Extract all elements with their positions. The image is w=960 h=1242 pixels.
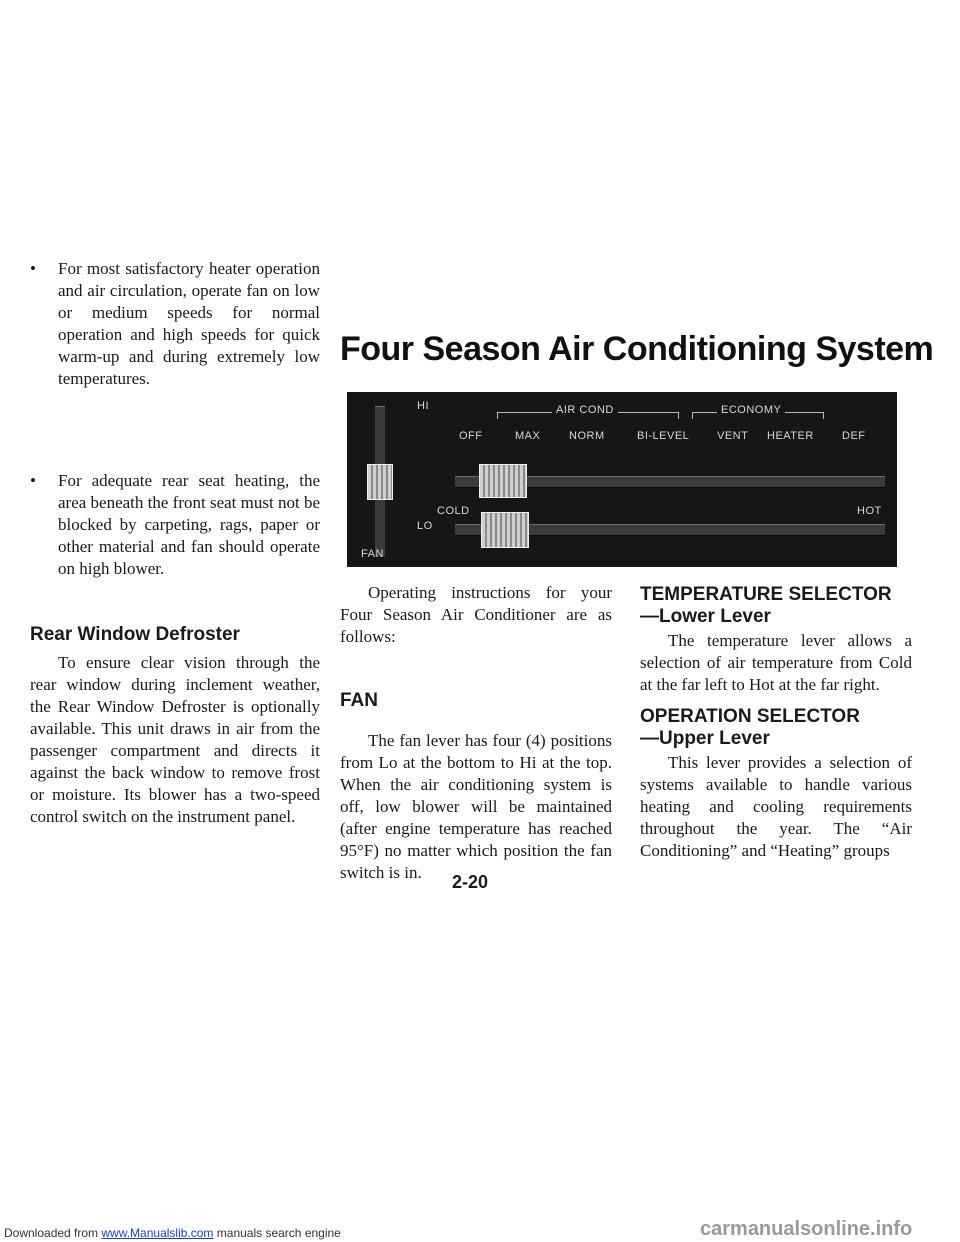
- max-label: MAX: [515, 430, 541, 442]
- lo-label: LO: [417, 520, 433, 532]
- off-label: OFF: [459, 430, 483, 442]
- intro-text: Operating instructions for your Four Season Air Conditioner are as follows:: [340, 583, 612, 646]
- bullet-dot: •: [30, 259, 36, 278]
- vent-label: VENT: [717, 430, 749, 442]
- cold-label: COLD: [437, 505, 470, 517]
- control-panel-photo: [347, 392, 897, 567]
- hot-label: HOT: [857, 505, 882, 517]
- air-cond-label: AIR COND: [552, 404, 618, 416]
- heater-label: HEATER: [767, 430, 814, 442]
- footer-prefix: Downloaded from: [4, 1226, 102, 1240]
- hi-label: HI: [417, 400, 429, 412]
- download-footer: [4, 1226, 341, 1240]
- page-number: 2-20: [452, 872, 489, 892]
- bi-level-label: BI-LEVEL: [637, 430, 690, 442]
- operation-heading: [640, 706, 930, 750]
- bullet-text: For most satisfactory heater operation and air circulation, operate fan on low or medium speeds for normal operation and high speeds for quick warm-up and during extremely low temperatures.: [58, 259, 320, 388]
- temperature-lever-knob: [481, 512, 529, 548]
- fan-body: The fan lever has four (4) positions from Lo at the bottom to Hi at the top. When the air conditioning system is off, low blower will be maintained (after engine temperature has reached 95°F) no matter which position the fan switch is in.: [340, 731, 612, 882]
- bullet-text: For adequate rear seat heating, the area beneath the front seat must not be blocked by carpeting, rags, paper or other material and fan should operate on high blower.: [58, 471, 320, 578]
- operation-lever-knob: [479, 464, 527, 498]
- footer-suffix: manuals search engine: [213, 1226, 341, 1240]
- norm-label: NORM: [569, 430, 605, 442]
- fan-label: FAN: [361, 548, 384, 560]
- operation-heading-line1: OPERATION SELECTOR: [640, 706, 860, 727]
- bullet-dot: •: [30, 471, 36, 490]
- manualslib-link[interactable]: www.Manualslib.com: [101, 1226, 214, 1240]
- temperature-heading: [640, 584, 930, 628]
- operation-heading-line2: —Upper Lever: [640, 728, 770, 749]
- temperature-body: The temperature lever allows a selection of air temperature from Cold at the far left to Hot at the far right.: [640, 631, 912, 694]
- fan-heading: FAN: [340, 690, 378, 711]
- rear-window-body: To ensure clear vision through the rear window during inclement weather, the Rear Window Defroster is optionally available. This unit draws in air from the passenger compartment and directs it against the back window to remove frost or moisture. Its blower has a two-speed control switch on the instrument panel.: [30, 653, 320, 826]
- fan-lever-knob: [367, 464, 393, 500]
- rear-window-heading: Rear Window Defroster: [30, 624, 240, 645]
- bullet-item: [30, 258, 320, 390]
- temperature-heading-line1: TEMPERATURE SELECTOR: [640, 584, 892, 605]
- economy-label: ECONOMY: [717, 404, 785, 416]
- bullet-item: [30, 470, 320, 580]
- watermark: carmanualsonline.info: [700, 1218, 913, 1240]
- temperature-heading-line2: —Lower Lever: [640, 606, 771, 627]
- operation-body: This lever provides a selection of systems available to handle various heating and cooling requirements throughout the year. The “Air Conditioning” and “Heating” groups: [640, 753, 912, 860]
- page-title: Four Season Air Conditioning System: [340, 330, 934, 368]
- def-label: DEF: [842, 430, 866, 442]
